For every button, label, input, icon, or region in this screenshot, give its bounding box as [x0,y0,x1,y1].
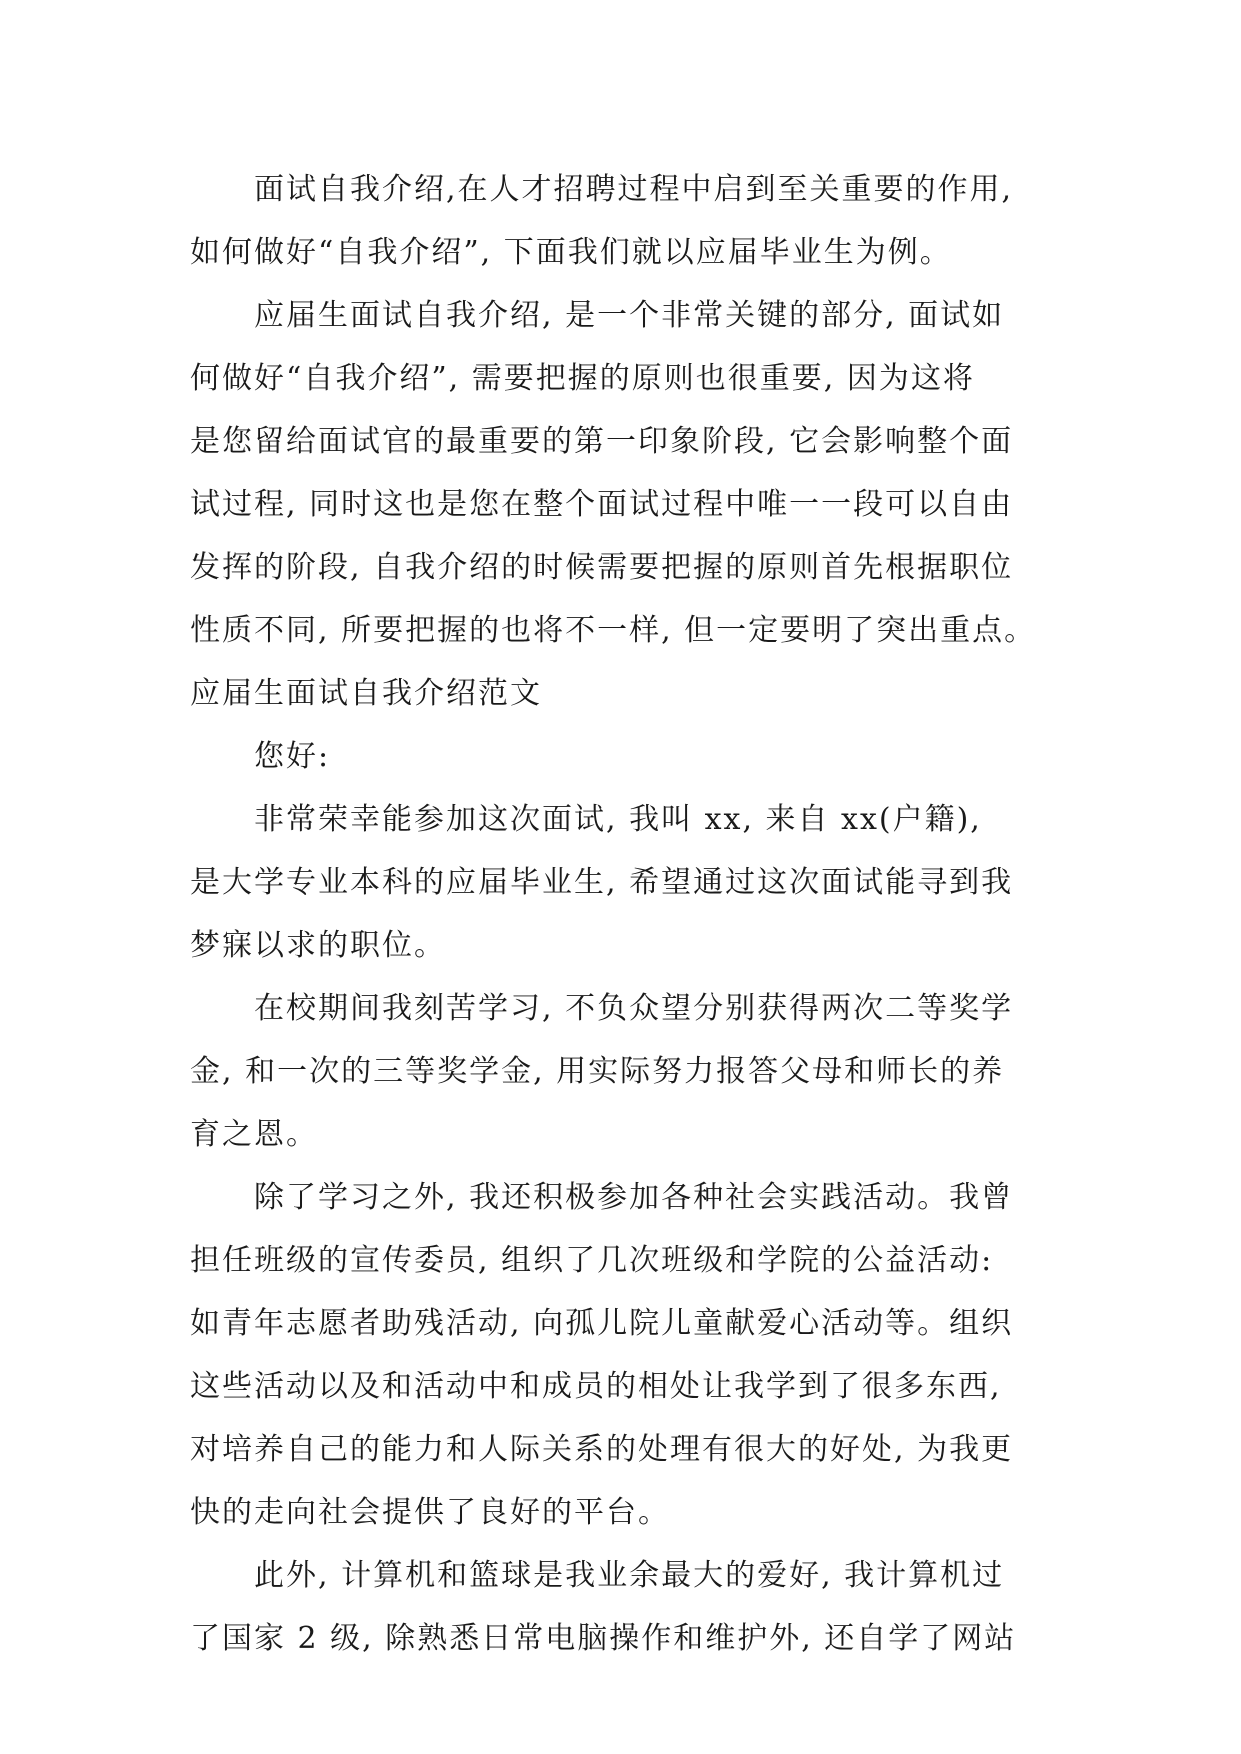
text-line: 如何做好“自我介绍”, 下面我们就以应届毕业生为例。 [190,235,952,270]
text-line: 是大学专业本科的应届毕业生, 希望通过这次面试能寻到我 [190,865,1014,900]
text-line: 是您留给面试官的最重要的第一印象阶段, 它会影响整个面 [190,424,1014,459]
document-body [190,158,1070,1670]
text-line: 对培养自己的能力和人际关系的处理有很大的好处, 为我更 [190,1432,1014,1467]
text-line: 应届生面试自我介绍范文 [190,676,542,711]
text-line: 金, 和一次的三等奖学金, 用实际努力报答父母和师长的养 [190,1054,1005,1089]
text-line: 这些活动以及和活动中和成员的相处让我学到了很多东西, [190,1369,1002,1404]
text-line: 应届生面试自我介绍, 是一个非常关键的部分, 面试如 [254,298,1005,333]
text-line: 面试自我介绍,在人才招聘过程中启到至关重要的作用, [254,172,1014,207]
text-line: 育之恩。 [190,1117,318,1152]
text-line: 如青年志愿者助残活动, 向孤儿院儿童献爱心活动等。组织 [190,1306,1014,1341]
text-line: 非常荣幸能参加这次面试, 我叫 xx, 来自 xx(户籍), [254,802,982,837]
text-line: 发挥的阶段, 自我介绍的时候需要把握的原则首先根据职位 [190,550,1014,585]
text-line: 梦寐以求的职位。 [190,928,446,963]
text-line: 性质不同, 所要把握的也将不一样, 但一定要明了突出重点。 [190,613,1037,648]
text-line: 了国家 2 级, 除熟悉日常电脑操作和维护外, 还自学了网站 [190,1621,1017,1656]
text-line: 快的走向社会提供了良好的平台。 [190,1495,670,1530]
text-line: 您好: [254,739,331,774]
text-line: 除了学习之外, 我还积极参加各种社会实践活动。我曾 [254,1180,1014,1215]
text-line: 何做好“自我介绍”, 需要把握的原则也很重要, 因为这将 [190,361,975,396]
text-line: 试过程, 同时这也是您在整个面试过程中唯一一段可以自由 [190,487,1014,522]
text-line: 担任班级的宣传委员, 组织了几次班级和学院的公益活动: [190,1243,994,1278]
text-line: 此外, 计算机和篮球是我业余最大的爱好, 我计算机过 [254,1558,1005,1593]
text-line: 在校期间我刻苦学习, 不负众望分别获得两次二等奖学 [254,991,1014,1026]
